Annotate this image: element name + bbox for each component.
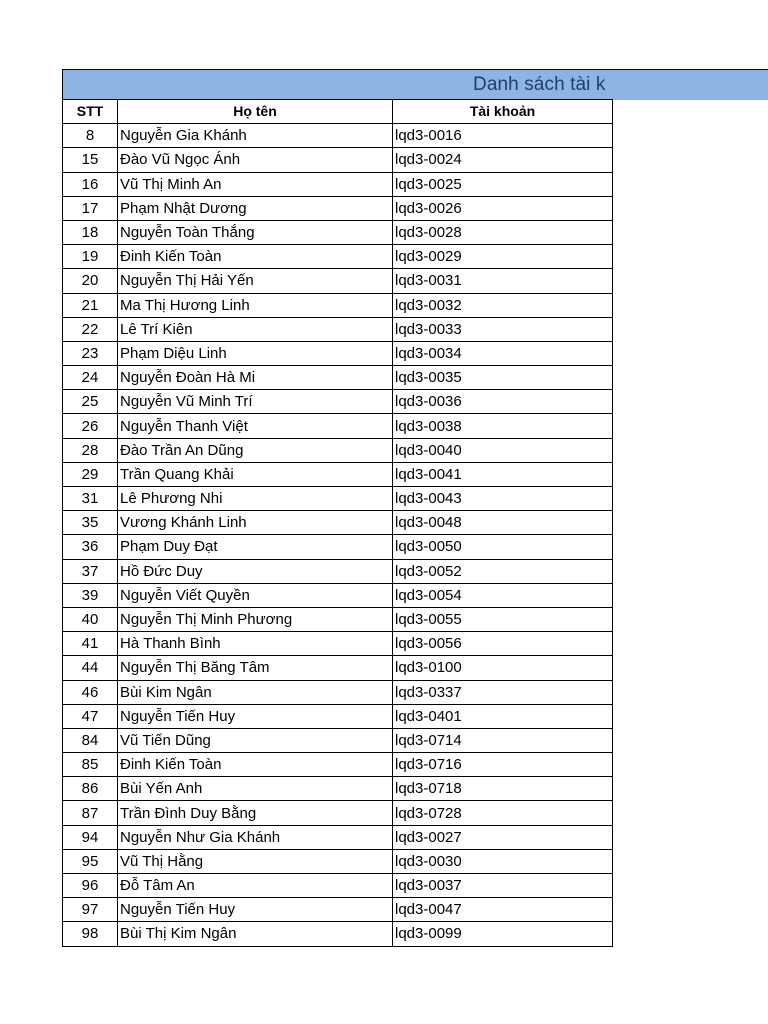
cell-stt[interactable]: 15	[63, 148, 118, 172]
cell-name[interactable]: Đinh Kiến Toàn	[118, 245, 393, 269]
cell-stt[interactable]: 22	[63, 317, 118, 341]
cell-stt[interactable]: 97	[63, 898, 118, 922]
table-row	[63, 632, 613, 656]
cell-name[interactable]: Nguyễn Thị Hải Yến	[118, 269, 393, 293]
cell-account[interactable]: lqd3-0099	[393, 922, 613, 946]
cell-stt[interactable]: 35	[63, 511, 118, 535]
cell-name[interactable]: Nguyễn Như Gia Khánh	[118, 825, 393, 849]
cell-account[interactable]: lqd3-0100	[393, 656, 613, 680]
cell-name[interactable]: Hà Thanh Bình	[118, 632, 393, 656]
table-row	[63, 148, 613, 172]
cell-stt[interactable]: 84	[63, 728, 118, 752]
cell-stt[interactable]: 21	[63, 293, 118, 317]
cell-stt[interactable]: 24	[63, 366, 118, 390]
cell-account[interactable]: lqd3-0026	[393, 196, 613, 220]
cell-account[interactable]: lqd3-0034	[393, 341, 613, 365]
cell-account[interactable]: lqd3-0054	[393, 583, 613, 607]
cell-stt[interactable]: 40	[63, 607, 118, 631]
header-account[interactable]: Tài khoản	[393, 100, 613, 124]
table-row	[63, 680, 613, 704]
cell-name[interactable]: Vương Khánh Linh	[118, 511, 393, 535]
cell-account[interactable]: lqd3-0036	[393, 390, 613, 414]
cell-stt[interactable]: 20	[63, 269, 118, 293]
table-row	[63, 366, 613, 390]
table-row	[63, 390, 613, 414]
cell-name[interactable]: Đào Trần An Dũng	[118, 438, 393, 462]
cell-name[interactable]: Bùi Yến Anh	[118, 777, 393, 801]
title-banner	[62, 69, 768, 100]
cell-account[interactable]: lqd3-0025	[393, 172, 613, 196]
cell-stt[interactable]: 16	[63, 172, 118, 196]
cell-stt[interactable]: 17	[63, 196, 118, 220]
cell-name[interactable]: Đinh Kiến Toàn	[118, 753, 393, 777]
sheet-title: Danh sách tài k	[473, 74, 606, 95]
cell-stt[interactable]: 44	[63, 656, 118, 680]
cell-account[interactable]: lqd3-0032	[393, 293, 613, 317]
cell-stt[interactable]: 31	[63, 487, 118, 511]
table-row	[63, 487, 613, 511]
cell-name[interactable]: Đào Vũ Ngọc Ánh	[118, 148, 393, 172]
cell-name[interactable]: Hồ Đức Duy	[118, 559, 393, 583]
table-row	[63, 777, 613, 801]
cell-name[interactable]: Nguyễn Đoàn Hà Mi	[118, 366, 393, 390]
table-row	[63, 511, 613, 535]
header-row	[63, 100, 613, 124]
cell-name[interactable]: Đỗ Tâm An	[118, 874, 393, 898]
cell-name[interactable]: Nguyễn Thanh Việt	[118, 414, 393, 438]
account-table	[62, 99, 613, 947]
table-row	[63, 414, 613, 438]
table-row	[63, 656, 613, 680]
cell-name[interactable]: Lê Trí Kiên	[118, 317, 393, 341]
cell-stt[interactable]: 28	[63, 438, 118, 462]
cell-stt[interactable]: 39	[63, 583, 118, 607]
cell-name[interactable]: Vũ Tiến Dũng	[118, 728, 393, 752]
cell-stt[interactable]: 29	[63, 462, 118, 486]
header-stt[interactable]: STT	[63, 100, 118, 124]
cell-account[interactable]: lqd3-0056	[393, 632, 613, 656]
cell-stt[interactable]: 18	[63, 220, 118, 244]
cell-name[interactable]: Trần Đình Duy Bằng	[118, 801, 393, 825]
cell-stt[interactable]: 94	[63, 825, 118, 849]
cell-account[interactable]: lqd3-0716	[393, 753, 613, 777]
table-row	[63, 559, 613, 583]
cell-stt[interactable]: 87	[63, 801, 118, 825]
cell-account[interactable]: lqd3-0401	[393, 704, 613, 728]
cell-account[interactable]: lqd3-0038	[393, 414, 613, 438]
cell-stt[interactable]: 25	[63, 390, 118, 414]
cell-account[interactable]: lqd3-0031	[393, 269, 613, 293]
table-row	[63, 801, 613, 825]
cell-name[interactable]: Nguyễn Toàn Thắng	[118, 220, 393, 244]
cell-name[interactable]: Phạm Duy Đạt	[118, 535, 393, 559]
cell-stt[interactable]: 23	[63, 341, 118, 365]
cell-stt[interactable]: 98	[63, 922, 118, 946]
table-row	[63, 753, 613, 777]
table-row	[63, 341, 613, 365]
cell-name[interactable]: Bùi Thị Kim Ngân	[118, 922, 393, 946]
cell-name[interactable]: Phạm Diệu Linh	[118, 341, 393, 365]
table-row	[63, 849, 613, 873]
cell-account[interactable]: lqd3-0029	[393, 245, 613, 269]
table-row	[63, 220, 613, 244]
cell-account[interactable]: lqd3-0048	[393, 511, 613, 535]
table-row	[63, 269, 613, 293]
cell-account[interactable]: lqd3-0052	[393, 559, 613, 583]
cell-name[interactable]: Nguyễn Vũ Minh Trí	[118, 390, 393, 414]
cell-account[interactable]: lqd3-0337	[393, 680, 613, 704]
cell-account[interactable]: lqd3-0035	[393, 366, 613, 390]
cell-name[interactable]: Lê Phương Nhi	[118, 487, 393, 511]
table-row	[63, 535, 613, 559]
table-row	[63, 825, 613, 849]
table-row	[63, 898, 613, 922]
cell-stt[interactable]: 46	[63, 680, 118, 704]
cell-name[interactable]: Nguyễn Viết Quyền	[118, 583, 393, 607]
table-row	[63, 196, 613, 220]
cell-account[interactable]: lqd3-0718	[393, 777, 613, 801]
cell-account[interactable]: lqd3-0033	[393, 317, 613, 341]
table-row	[63, 704, 613, 728]
cell-stt[interactable]: 47	[63, 704, 118, 728]
cell-account[interactable]: lqd3-0050	[393, 535, 613, 559]
cell-stt[interactable]: 37	[63, 559, 118, 583]
cell-account[interactable]: lqd3-0037	[393, 874, 613, 898]
cell-account[interactable]: lqd3-0016	[393, 124, 613, 148]
cell-name[interactable]: Phạm Nhật Dương	[118, 196, 393, 220]
cell-name[interactable]: Vũ Thị Hằng	[118, 849, 393, 873]
cell-stt[interactable]: 19	[63, 245, 118, 269]
cell-name[interactable]: Nguyễn Tiến Huy	[118, 704, 393, 728]
cell-stt[interactable]: 85	[63, 753, 118, 777]
cell-account[interactable]: lqd3-0714	[393, 728, 613, 752]
cell-account[interactable]: lqd3-0041	[393, 462, 613, 486]
cell-name[interactable]: Ma Thị Hương Linh	[118, 293, 393, 317]
table-row	[63, 874, 613, 898]
cell-account[interactable]: lqd3-0043	[393, 487, 613, 511]
cell-stt[interactable]: 96	[63, 874, 118, 898]
table-row	[63, 607, 613, 631]
table-row	[63, 922, 613, 946]
cell-stt[interactable]: 95	[63, 849, 118, 873]
header-name[interactable]: Họ tên	[118, 100, 393, 124]
cell-name[interactable]: Nguyễn Gia Khánh	[118, 124, 393, 148]
cell-name[interactable]: Nguyễn Thị Băng Tâm	[118, 656, 393, 680]
table-row	[63, 172, 613, 196]
table-body	[63, 124, 613, 946]
table-row	[63, 462, 613, 486]
table-row	[63, 728, 613, 752]
table-row	[63, 317, 613, 341]
cell-account[interactable]: lqd3-0028	[393, 220, 613, 244]
cell-stt[interactable]: 26	[63, 414, 118, 438]
cell-account[interactable]: lqd3-0728	[393, 801, 613, 825]
table-row	[63, 124, 613, 148]
cell-account[interactable]: lqd3-0030	[393, 849, 613, 873]
cell-account[interactable]: lqd3-0040	[393, 438, 613, 462]
cell-stt[interactable]: 36	[63, 535, 118, 559]
cell-name[interactable]: Trần Quang Khải	[118, 462, 393, 486]
cell-stt[interactable]: 8	[63, 124, 118, 148]
cell-name[interactable]: Nguyễn Tiến Huy	[118, 898, 393, 922]
table-row	[63, 438, 613, 462]
cell-account[interactable]: lqd3-0024	[393, 148, 613, 172]
cell-stt[interactable]: 41	[63, 632, 118, 656]
cell-account[interactable]: lqd3-0027	[393, 825, 613, 849]
cell-account[interactable]: lqd3-0055	[393, 607, 613, 631]
table-row	[63, 245, 613, 269]
cell-account[interactable]: lqd3-0047	[393, 898, 613, 922]
table-row	[63, 583, 613, 607]
cell-stt[interactable]: 86	[63, 777, 118, 801]
cell-name[interactable]: Nguyễn Thị Minh Phương	[118, 607, 393, 631]
cell-name[interactable]: Vũ Thị Minh An	[118, 172, 393, 196]
cell-name[interactable]: Bùi Kim Ngân	[118, 680, 393, 704]
table-row	[63, 293, 613, 317]
